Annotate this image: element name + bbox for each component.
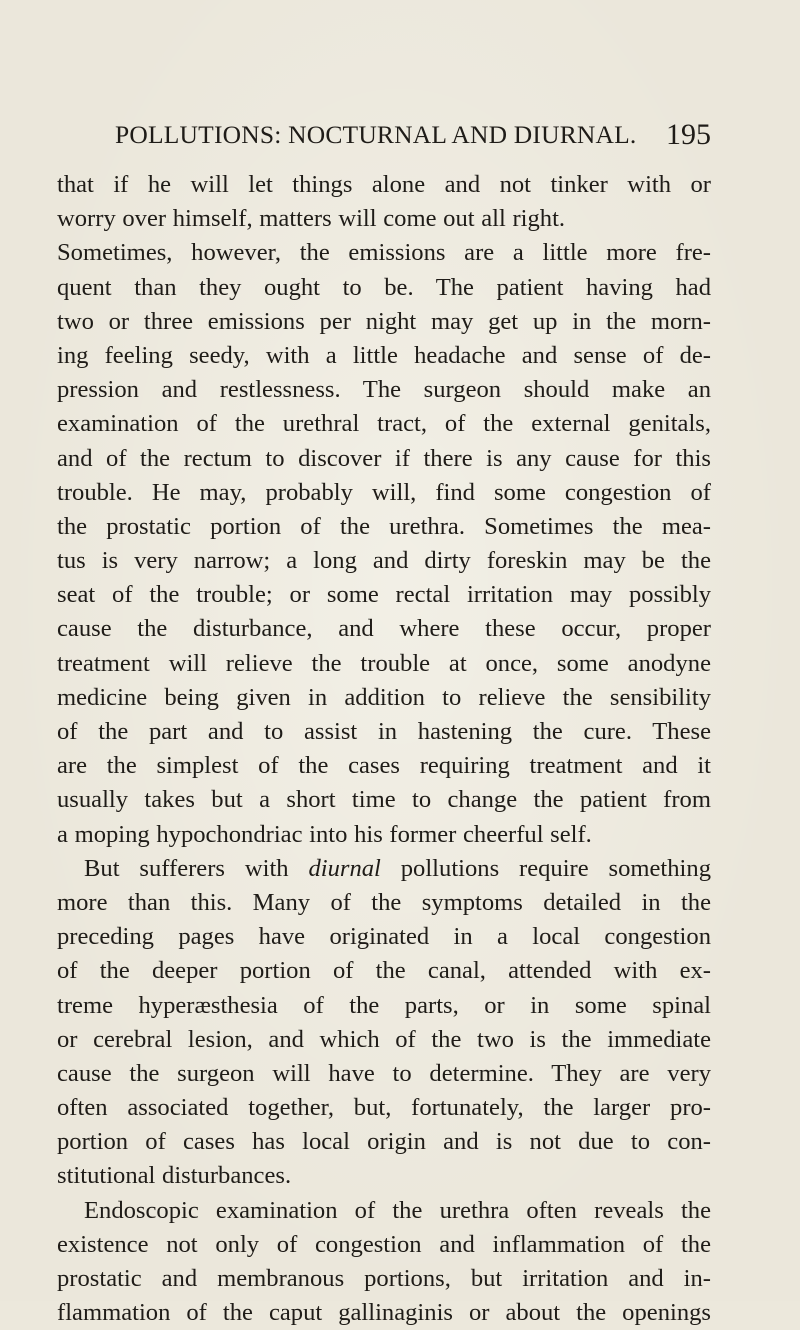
text-line: tus is very narrow; a long and dirty foreskin may be the [57, 547, 711, 575]
text-line: pression and restlessness. The surgeon should make an [57, 376, 711, 404]
text-line: quent than they ought to be. The patient having had [57, 273, 711, 301]
text-line: usually takes but a short time to change the patient from [57, 786, 711, 814]
text-line [57, 852, 711, 886]
text-line: cause the disturbance, and where these occur, proper [57, 615, 711, 643]
text-line: ing feeling seedy, with a little headache and sense of de- [57, 341, 711, 369]
text-line: treatment will relieve the trouble at once, some anodyne [57, 649, 711, 677]
text-line: worry over himself, matters will come out all right. [57, 205, 566, 233]
text-line: or cerebral lesion, and which of the two is the immediate [57, 1025, 711, 1053]
text-line: a moping hypochondriac into his former cheerful self. [57, 820, 592, 848]
body-text [57, 168, 711, 1330]
text-line: of the part and to assist in hastening the cure. These [57, 718, 711, 745]
text-line: Endoscopic examination of the urethra often reveals the [84, 1196, 711, 1224]
text-line: portion of cases has local origin and is not due to con- [57, 1128, 711, 1156]
page-number: 195 [666, 118, 711, 151]
text-line: existence not only of congestion and inflammation of the [57, 1230, 711, 1258]
text-line: stitutional disturbances. [57, 1162, 292, 1190]
text-line: seat of the trouble; or some rectal irritation may possibly [57, 581, 711, 609]
running-head [115, 120, 711, 160]
text-line: of the deeper portion of the canal, attended with ex- [57, 957, 711, 985]
text-line: that if he will let things alone and not tinker with or [57, 171, 711, 198]
text-line: Sometimes, however, the emissions are a little more fre- [57, 239, 711, 267]
running-head-title: POLLUTIONS: NOCTURNAL AND DIURNAL. [115, 120, 637, 149]
text-line: often associated together, but, fortunately, the larger pro- [57, 1094, 711, 1122]
text-line: examination of the urethral tract, of the external genitals, [57, 410, 711, 438]
text-line: two or three emissions per night may get up in the morn- [57, 307, 711, 335]
text-line: cause the surgeon will have to determine. They are very [57, 1059, 711, 1087]
text-line: prostatic and membranous portions, but irritation and in- [57, 1265, 711, 1292]
text-line: flammation of the caput gallinaginis or about the openings [57, 1299, 711, 1327]
text-segment: pollutions require something [380, 854, 711, 882]
text-segment: But sufferers with [84, 854, 309, 882]
text-line: more than this. Many of the symptoms detailed in the [57, 888, 711, 916]
text-line: are the simplest of the cases requiring treatment and it [57, 752, 711, 780]
text-line: treme hyperæsthesia of the parts, or in some spinal [57, 991, 711, 1019]
text-line: the prostatic portion of the urethra. Sometimes the mea- [57, 512, 711, 540]
text-line: and of the rectum to discover if there is any cause for this [57, 444, 711, 472]
text-line: medicine being given in addition to relieve the sensibility [57, 683, 711, 711]
text-line: trouble. He may, probably will, find some congestion of [57, 478, 711, 506]
italic-word: diurnal [308, 854, 381, 882]
text-line: preceding pages have originated in a local congestion [57, 923, 711, 951]
